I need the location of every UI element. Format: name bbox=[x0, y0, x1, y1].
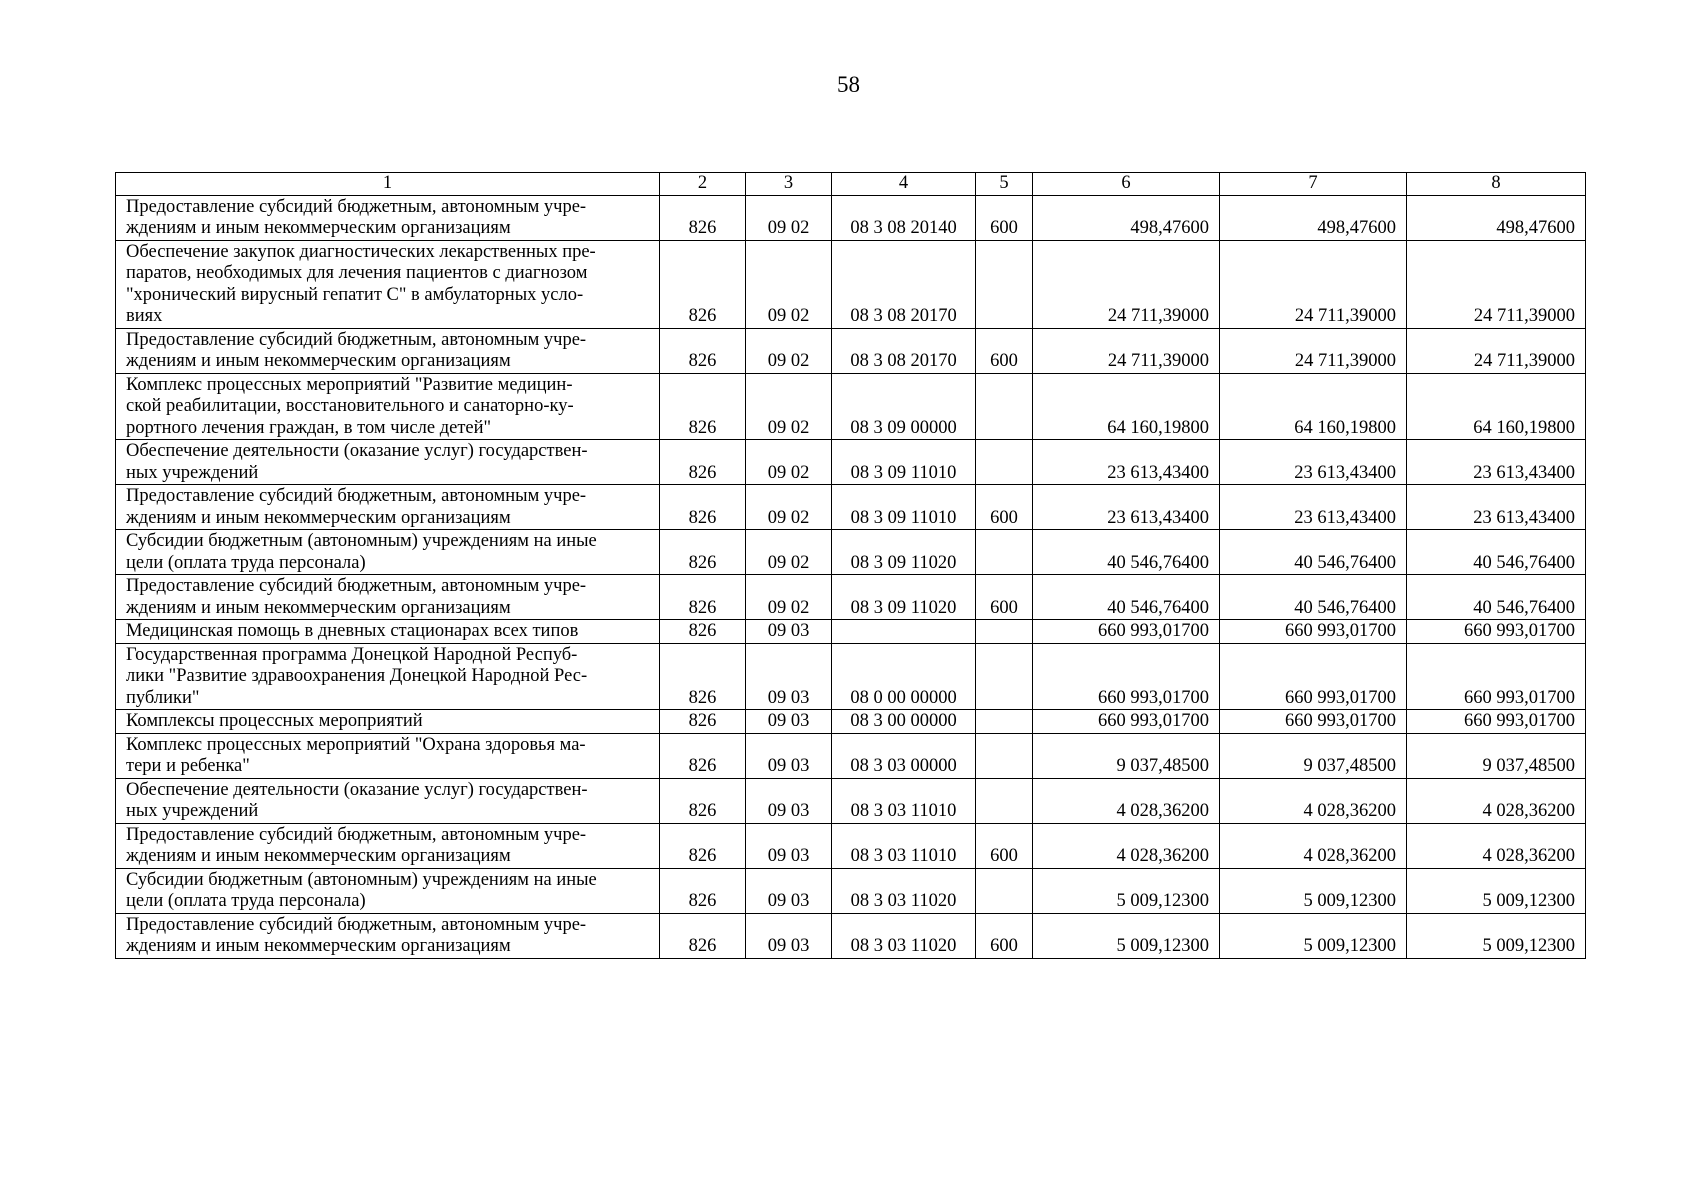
target-article-cell: 08 3 03 11010 bbox=[832, 823, 976, 868]
item-name-cell bbox=[116, 710, 660, 734]
amount-cell-8: 64 160,19800 bbox=[1407, 373, 1586, 440]
amount-cell-6: 40 546,76400 bbox=[1033, 575, 1220, 620]
kvsr-cell: 826 bbox=[660, 778, 746, 823]
kvsr-cell: 826 bbox=[660, 373, 746, 440]
table-row bbox=[116, 733, 1586, 778]
item-name-line: Комплексы процессных мероприятий bbox=[126, 711, 423, 731]
target-article-cell: 08 3 09 00000 bbox=[832, 373, 976, 440]
kvsr-cell: 826 bbox=[660, 643, 746, 710]
kvsr-cell: 826 bbox=[660, 440, 746, 485]
table-row bbox=[116, 373, 1586, 440]
section-cell: 09 03 bbox=[746, 868, 832, 913]
amount-cell-8: 40 546,76400 bbox=[1407, 530, 1586, 575]
item-name-cell bbox=[116, 868, 660, 913]
amount-cell-7: 23 613,43400 bbox=[1220, 485, 1407, 530]
amount-cell-8: 5 009,12300 bbox=[1407, 868, 1586, 913]
column-header: 2 bbox=[660, 173, 746, 196]
item-name-line: Предоставление субсидий бюджетным, автономным учре- bbox=[126, 329, 587, 350]
amount-cell-7: 660 993,01700 bbox=[1220, 643, 1407, 710]
kvsr-cell: 826 bbox=[660, 240, 746, 328]
item-name-line: ской реабилитации, восстановительного и санаторно-ку- bbox=[126, 396, 574, 416]
target-article-cell: 08 3 09 11020 bbox=[832, 575, 976, 620]
column-header: 4 bbox=[832, 173, 976, 196]
amount-cell-7: 5 009,12300 bbox=[1220, 913, 1407, 958]
item-name-line: лики "Развитие здравоохранения Донецкой Народной Рес- bbox=[126, 666, 588, 686]
item-name-line: Предоставление субсидий бюджетным, автономным учре- bbox=[126, 196, 587, 217]
amount-cell-7: 64 160,19800 bbox=[1220, 373, 1407, 440]
item-name-cell bbox=[116, 643, 660, 710]
target-article-cell bbox=[832, 620, 976, 644]
expense-type-cell bbox=[976, 530, 1033, 575]
item-name-line: Предоставление субсидий бюджетным, автономным учре- bbox=[126, 576, 587, 596]
amount-cell-8: 23 613,43400 bbox=[1407, 440, 1586, 485]
kvsr-cell: 826 bbox=[660, 575, 746, 620]
item-name-line: виях bbox=[126, 306, 163, 326]
amount-cell-8: 4 028,36200 bbox=[1407, 823, 1586, 868]
kvsr-cell: 826 bbox=[660, 913, 746, 958]
kvsr-cell: 826 bbox=[660, 195, 746, 240]
amount-cell-6: 64 160,19800 bbox=[1033, 373, 1220, 440]
item-name-line: Медицинская помощь в дневных стационарах всех типов bbox=[126, 621, 579, 641]
item-name-line: ждениям и иным некоммерческим организациям bbox=[126, 846, 511, 866]
item-name-cell bbox=[116, 240, 660, 328]
item-name-cell bbox=[116, 328, 660, 373]
table-row bbox=[116, 575, 1586, 620]
amount-cell-6: 40 546,76400 bbox=[1033, 530, 1220, 575]
item-name-line: Предоставление субсидий бюджетным, автономным учре- bbox=[126, 824, 587, 845]
item-name-line: ждениям и иным некоммерческим организациям bbox=[126, 351, 511, 371]
section-cell: 09 02 bbox=[746, 440, 832, 485]
item-name-line: Комплекс процессных мероприятий "Охрана здоровья ма- bbox=[126, 734, 586, 755]
amount-cell-6: 24 711,39000 bbox=[1033, 240, 1220, 328]
kvsr-cell: 826 bbox=[660, 620, 746, 644]
section-cell: 09 02 bbox=[746, 328, 832, 373]
amount-cell-6: 660 993,01700 bbox=[1033, 620, 1220, 644]
item-name-line: публики" bbox=[126, 687, 200, 708]
table-row bbox=[116, 530, 1586, 575]
expense-type-cell bbox=[976, 710, 1033, 734]
item-name-cell bbox=[116, 778, 660, 823]
item-name-line: Предоставление субсидий бюджетным, автономным учре- bbox=[126, 914, 587, 935]
amount-cell-6: 4 028,36200 bbox=[1033, 778, 1220, 823]
kvsr-cell: 826 bbox=[660, 710, 746, 734]
target-article-cell: 08 3 09 11010 bbox=[832, 485, 976, 530]
amount-cell-8: 660 993,01700 bbox=[1407, 643, 1586, 710]
kvsr-cell: 826 bbox=[660, 485, 746, 530]
item-name-line: Обеспечение деятельности (оказание услуг) государствен- bbox=[126, 441, 588, 461]
section-cell: 09 02 bbox=[746, 575, 832, 620]
item-name-line: "хронический вирусный гепатит С" в амбулаторных усло- bbox=[126, 284, 584, 305]
table-row bbox=[116, 620, 1586, 644]
item-name-line: тери и ребенка" bbox=[126, 756, 250, 776]
target-article-cell: 08 3 03 00000 bbox=[832, 733, 976, 778]
item-name-cell bbox=[116, 733, 660, 778]
expense-type-cell bbox=[976, 620, 1033, 644]
section-cell: 09 02 bbox=[746, 485, 832, 530]
amount-cell-8: 660 993,01700 bbox=[1407, 710, 1586, 734]
table-row bbox=[116, 195, 1586, 240]
item-name-cell bbox=[116, 530, 660, 575]
amount-cell-7: 498,47600 bbox=[1220, 195, 1407, 240]
section-cell: 09 03 bbox=[746, 913, 832, 958]
item-name-cell bbox=[116, 913, 660, 958]
item-name-line: Предоставление субсидий бюджетным, автономным учре- bbox=[126, 486, 587, 506]
amount-cell-6: 498,47600 bbox=[1033, 195, 1220, 240]
item-name-line: ждениям и иным некоммерческим организациям bbox=[126, 936, 511, 956]
expense-type-cell: 600 bbox=[976, 823, 1033, 868]
target-article-cell: 08 3 08 20170 bbox=[832, 328, 976, 373]
column-header: 8 bbox=[1407, 173, 1586, 196]
amount-cell-8: 24 711,39000 bbox=[1407, 240, 1586, 328]
section-cell: 09 03 bbox=[746, 778, 832, 823]
item-name-cell bbox=[116, 620, 660, 644]
amount-cell-6: 660 993,01700 bbox=[1033, 643, 1220, 710]
amount-cell-8: 660 993,01700 bbox=[1407, 620, 1586, 644]
kvsr-cell: 826 bbox=[660, 823, 746, 868]
section-cell: 09 02 bbox=[746, 195, 832, 240]
section-cell: 09 03 bbox=[746, 643, 832, 710]
amount-cell-6: 23 613,43400 bbox=[1033, 440, 1220, 485]
expense-type-cell bbox=[976, 240, 1033, 328]
column-header: 1 bbox=[116, 173, 660, 196]
column-header: 3 bbox=[746, 173, 832, 196]
table-row bbox=[116, 913, 1586, 958]
item-name-line: ных учреждений bbox=[126, 462, 259, 483]
amount-cell-7: 40 546,76400 bbox=[1220, 575, 1407, 620]
expense-type-cell bbox=[976, 868, 1033, 913]
table-body bbox=[116, 173, 1586, 959]
target-article-cell: 08 3 09 11020 bbox=[832, 530, 976, 575]
target-article-cell: 08 3 00 00000 bbox=[832, 710, 976, 734]
table-row bbox=[116, 823, 1586, 868]
table-row bbox=[116, 328, 1586, 373]
section-cell: 09 03 bbox=[746, 710, 832, 734]
amount-cell-6: 5 009,12300 bbox=[1033, 868, 1220, 913]
expense-type-cell bbox=[976, 778, 1033, 823]
item-name-line: Обеспечение закупок диагностических лекарственных пре- bbox=[126, 241, 596, 262]
target-article-cell: 08 3 03 11020 bbox=[832, 868, 976, 913]
amount-cell-7: 23 613,43400 bbox=[1220, 440, 1407, 485]
expense-type-cell: 600 bbox=[976, 485, 1033, 530]
target-article-cell: 08 0 00 00000 bbox=[832, 643, 976, 710]
amount-cell-7: 660 993,01700 bbox=[1220, 620, 1407, 644]
page-number: 58 bbox=[837, 72, 860, 97]
table-header-row bbox=[116, 173, 1586, 196]
column-header: 6 bbox=[1033, 173, 1220, 196]
table-row bbox=[116, 710, 1586, 734]
amount-cell-7: 9 037,48500 bbox=[1220, 733, 1407, 778]
table-row bbox=[116, 868, 1586, 913]
amount-cell-7: 5 009,12300 bbox=[1220, 868, 1407, 913]
section-cell: 09 03 bbox=[746, 823, 832, 868]
amount-cell-7: 24 711,39000 bbox=[1220, 328, 1407, 373]
item-name-line: Обеспечение деятельности (оказание услуг) государствен- bbox=[126, 779, 588, 800]
item-name-cell bbox=[116, 440, 660, 485]
column-header: 7 bbox=[1220, 173, 1407, 196]
table-row bbox=[116, 485, 1586, 530]
section-cell: 09 02 bbox=[746, 373, 832, 440]
target-article-cell: 08 3 03 11020 bbox=[832, 913, 976, 958]
amount-cell-8: 40 546,76400 bbox=[1407, 575, 1586, 620]
expense-type-cell: 600 bbox=[976, 913, 1033, 958]
target-article-cell: 08 3 03 11010 bbox=[832, 778, 976, 823]
section-cell: 09 02 bbox=[746, 240, 832, 328]
section-cell: 09 03 bbox=[746, 620, 832, 644]
item-name-line: паратов, необходимых для лечения пациентов с диагнозом bbox=[126, 263, 588, 283]
expense-type-cell: 600 bbox=[976, 575, 1033, 620]
item-name-line: рортного лечения граждан, в том числе детей" bbox=[126, 417, 492, 438]
expense-type-cell bbox=[976, 643, 1033, 710]
item-name-cell bbox=[116, 485, 660, 530]
item-name-line: ждениям и иным некоммерческим организациям bbox=[126, 218, 511, 238]
item-name-line: Субсидии бюджетным (автономным) учреждениям на иные bbox=[126, 869, 597, 890]
column-header: 5 bbox=[976, 173, 1033, 196]
item-name-line: ных учреждений bbox=[126, 801, 259, 821]
item-name-line: Государственная программа Донецкой Народной Респуб- bbox=[126, 644, 578, 665]
item-name-cell bbox=[116, 195, 660, 240]
table-row bbox=[116, 643, 1586, 710]
item-name-line: цели (оплата труда персонала) bbox=[126, 891, 366, 911]
expense-type-cell bbox=[976, 373, 1033, 440]
table-row bbox=[116, 440, 1586, 485]
expense-type-cell bbox=[976, 733, 1033, 778]
target-article-cell: 08 3 08 20140 bbox=[832, 195, 976, 240]
section-cell: 09 03 bbox=[746, 733, 832, 778]
amount-cell-8: 23 613,43400 bbox=[1407, 485, 1586, 530]
amount-cell-8: 5 009,12300 bbox=[1407, 913, 1586, 958]
amount-cell-8: 24 711,39000 bbox=[1407, 328, 1586, 373]
item-name-line: цели (оплата труда персонала) bbox=[126, 552, 366, 573]
item-name-cell bbox=[116, 373, 660, 440]
amount-cell-7: 24 711,39000 bbox=[1220, 240, 1407, 328]
item-name-line: Субсидии бюджетным (автономным) учреждениям на иные bbox=[126, 531, 597, 551]
kvsr-cell: 826 bbox=[660, 328, 746, 373]
expense-type-cell bbox=[976, 440, 1033, 485]
amount-cell-7: 660 993,01700 bbox=[1220, 710, 1407, 734]
item-name-line: ждениям и иным некоммерческим организациям bbox=[126, 597, 511, 618]
amount-cell-7: 40 546,76400 bbox=[1220, 530, 1407, 575]
table-row bbox=[116, 778, 1586, 823]
item-name-line: ждениям и иным некоммерческим организациям bbox=[126, 507, 511, 528]
kvsr-cell: 826 bbox=[660, 868, 746, 913]
expense-type-cell: 600 bbox=[976, 195, 1033, 240]
kvsr-cell: 826 bbox=[660, 733, 746, 778]
item-name-line: Комплекс процессных мероприятий "Развитие медицин- bbox=[126, 374, 573, 395]
amount-cell-6: 24 711,39000 bbox=[1033, 328, 1220, 373]
amount-cell-6: 23 613,43400 bbox=[1033, 485, 1220, 530]
amount-cell-6: 9 037,48500 bbox=[1033, 733, 1220, 778]
kvsr-cell: 826 bbox=[660, 530, 746, 575]
amount-cell-6: 4 028,36200 bbox=[1033, 823, 1220, 868]
section-cell: 09 02 bbox=[746, 530, 832, 575]
amount-cell-6: 660 993,01700 bbox=[1033, 710, 1220, 734]
item-name-cell bbox=[116, 575, 660, 620]
item-name-cell bbox=[116, 823, 660, 868]
amount-cell-8: 498,47600 bbox=[1407, 195, 1586, 240]
amount-cell-7: 4 028,36200 bbox=[1220, 823, 1407, 868]
amount-cell-6: 5 009,12300 bbox=[1033, 913, 1220, 958]
amount-cell-8: 9 037,48500 bbox=[1407, 733, 1586, 778]
amount-cell-7: 4 028,36200 bbox=[1220, 778, 1407, 823]
target-article-cell: 08 3 08 20170 bbox=[832, 240, 976, 328]
table-row bbox=[116, 240, 1586, 328]
expense-type-cell: 600 bbox=[976, 328, 1033, 373]
target-article-cell: 08 3 09 11010 bbox=[832, 440, 976, 485]
budget-table bbox=[115, 172, 1586, 959]
amount-cell-8: 4 028,36200 bbox=[1407, 778, 1586, 823]
